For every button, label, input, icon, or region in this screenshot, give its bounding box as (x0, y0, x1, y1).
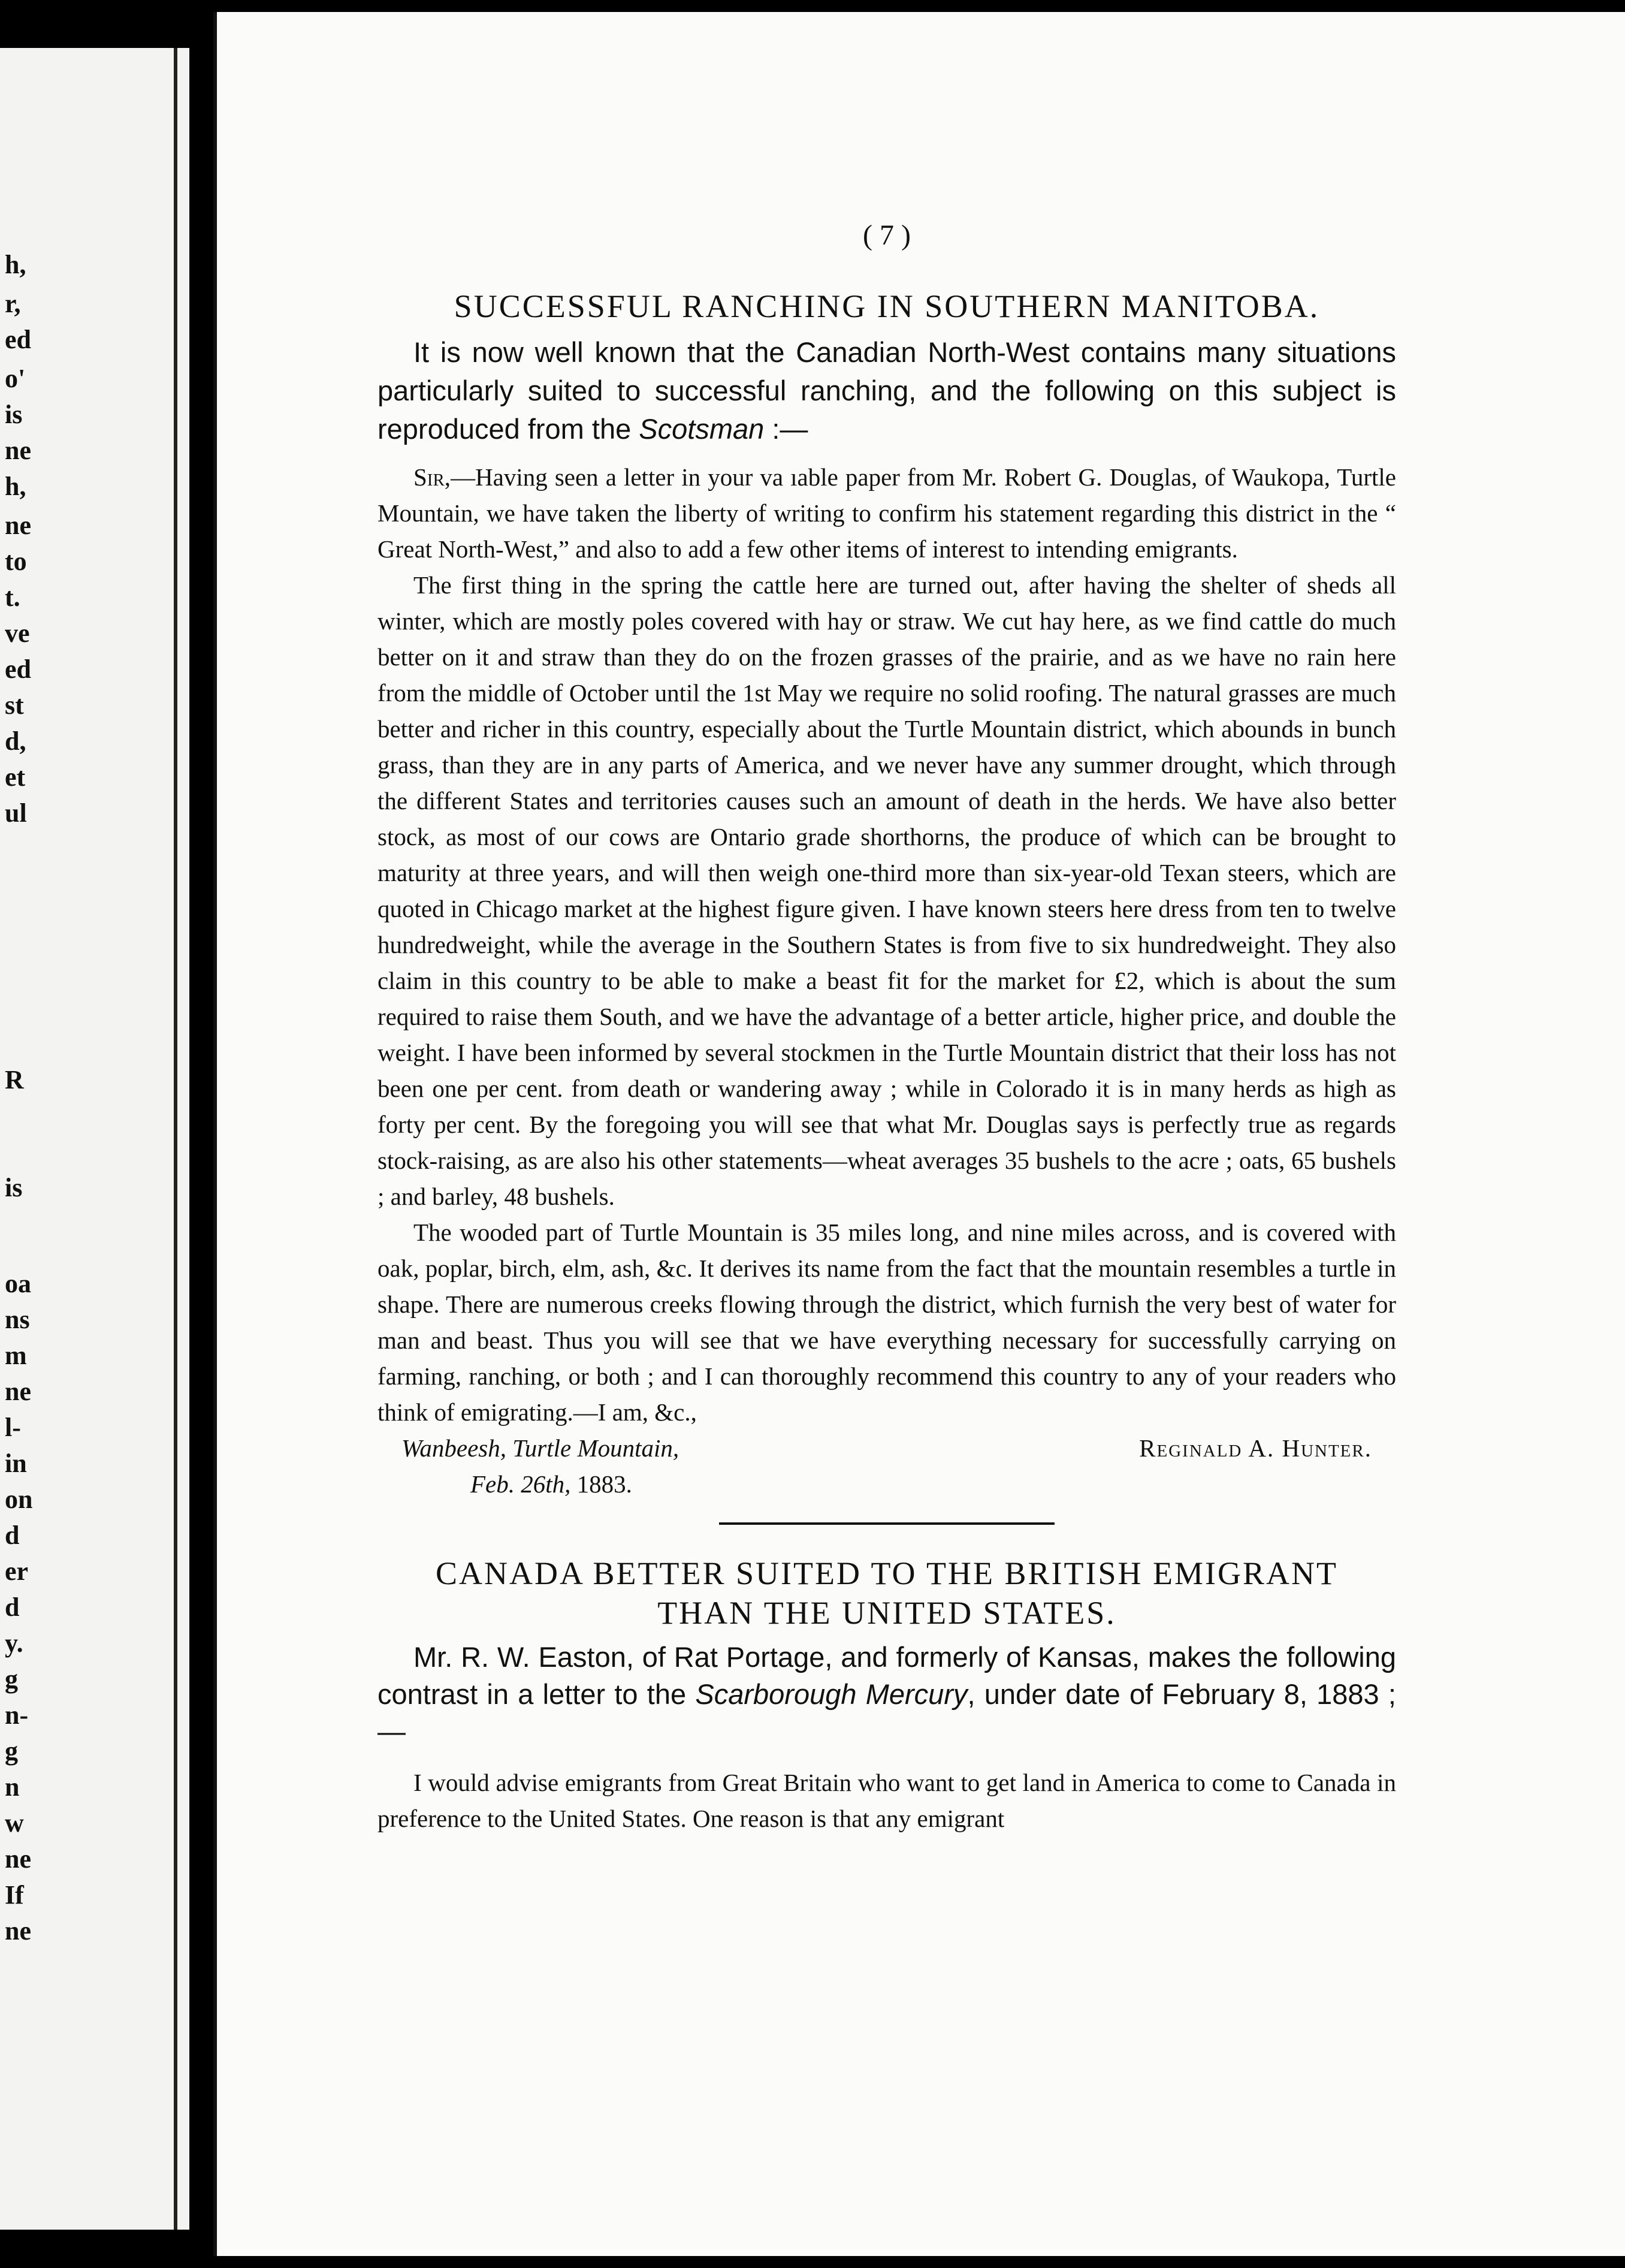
page-content (377, 219, 1396, 1836)
edge-text-fragment: If (5, 1880, 24, 1910)
letter-salutation: Sir, (413, 463, 451, 491)
intro-end: , under date of February 8, 1883 ;— (377, 1678, 1396, 1747)
article-intro (377, 1639, 1396, 1750)
edge-text-fragment: in (5, 1449, 27, 1478)
letter-paragraph-3: The wooded part of Turtle Mountain is 35 miles long, and nine miles across, and is covered with oak, poplar, birch, elm, ash, &c. It derives its name from the fact that the mountain resembles a turtle in shape. There are numerous creeks flowing through the district, which furnish the very best of water for man and beast. Thus you will see that we have everything necessary for successfully carrying on farming, ranching, or both ; and I can thoroughly recommend this country to any of your readers who think of emigrating.—I am, &c., (377, 1219, 1396, 1426)
edge-text-fragment: h, (5, 250, 26, 279)
source-name: Scarborough Mercury (695, 1678, 968, 1710)
edge-text-fragment: l- (5, 1413, 21, 1442)
letter-paragraph-2: The first thing in the spring the cattle here are turned out, after having the shelter of sheds all winter, which are mostly poles covered with hay or straw. We cut hay here, as we find cattle do much better on it and straw than they do on the frozen grasses of the prairie, and as we have no rain here from the middle of October until the 1st May we require no solid roofing. The natural grasses are much better and richer in this country, especially about the Turtle Mountain district, which abounds in bunch grass, than they are in any parts of America, and we never have any summer drought, which through the different States and territories causes such an amount of death in the herds. We have also better stock, as most of our cows are Ontario grade shorthorns, the produce of which can be brought to maturity at three years, and will then weigh one-third more than six-year-old Texan steers, which are quoted in Chicago market at the highest figure given. I have known steers here dress from ten to twelve hundredweight, while the average in the Southern States is from five to six hundredweight. They also claim in this country to be able to make a beast fit for the market for £2, which is about the sum required to raise them South, and we have the advantage of a better article, higher price, and double the weight. I have been informed by several stockmen in the Turtle Mountain district that their loss has not been one per cent. from death or wandering away ; while in Colorado it is in many herds as high as forty per cent. By the foregoing you will see that what Mr. Douglas says is perfectly true as regards stock-raising, as are also his other statements—wheat averages 35 bushels to the acre ; oats, 65 bushels ; and barley, 48 bushels. (377, 571, 1396, 1210)
edge-text-fragment: h, (5, 472, 26, 501)
binding-gutter (189, 48, 198, 2230)
edge-text-fragment: m (5, 1341, 27, 1370)
edge-text-fragment: oa (5, 1269, 31, 1298)
edge-text-fragment: y. (5, 1628, 23, 1658)
letter-date (470, 1470, 632, 1498)
intro-text: It is now well known that the Canadian North-West contains many situations particularly suited to successful ranching, and the following on this subject is reproduced from the (377, 336, 1396, 445)
edge-text-fragment: d (5, 1521, 20, 1550)
edge-text-fragment: ne (5, 511, 31, 540)
article-intro (377, 333, 1396, 448)
page-edge-line (213, 12, 217, 2256)
edge-text-fragment: is (5, 400, 23, 429)
letter-signoff (377, 1434, 1396, 1506)
edge-text-fragment: is (5, 1173, 23, 1202)
page (213, 12, 1625, 2256)
edge-text-fragment: ne (5, 1844, 31, 1874)
edge-text-fragment: d (5, 1593, 20, 1622)
date-month: Feb. 26th, (470, 1470, 571, 1498)
edge-text-fragment: ed (5, 325, 31, 354)
intro-end: :— (764, 413, 808, 445)
letter-signature: Reginald A. Hunter. (1139, 1434, 1372, 1462)
edge-text-fragment: g (5, 1664, 18, 1694)
binding-shadow (174, 48, 177, 2230)
edge-text-fragment: et (5, 762, 26, 792)
edge-text-fragment: ne (5, 1916, 31, 1946)
letter-paragraph-1 (377, 459, 1396, 567)
edge-text-fragment: w (5, 1808, 24, 1838)
edge-text-fragment: on (5, 1485, 33, 1514)
article-title (377, 1554, 1396, 1633)
paragraph-text: —Having seen a letter in your va ıable paper from Mr. Robert G. Douglas, of Waukopa, Turtle Mountain, we have taken the liberty of writing to confirm his statement regarding this district in the “ Great North-West,” and also to add a few other items of interest to intending emigrants. (377, 463, 1396, 563)
edge-text-fragment: ne (5, 1377, 31, 1406)
edge-text-fragment: R (5, 1065, 24, 1094)
edge-text-fragment: ve (5, 619, 30, 648)
letter-place: Wanbeesh, Turtle Mountain, (401, 1434, 679, 1462)
edge-text-fragment: to (5, 547, 27, 576)
edge-text-fragment: d, (5, 726, 26, 756)
edge-text-fragment: o' (5, 364, 26, 393)
edge-text-fragment: n- (5, 1700, 29, 1730)
date-year: 1883. (570, 1470, 632, 1498)
title-line-1: CANADA BETTER SUITED TO THE BRITISH EMIGRANT (436, 1555, 1338, 1591)
edge-text-fragment: n (5, 1772, 20, 1802)
page-number: ( 7 ) (863, 219, 911, 251)
edge-text-fragment: r, (5, 289, 21, 318)
edge-text-fragment: ns (5, 1305, 30, 1334)
letter-paragraph-1: I would advise emigrants from Great Britain who want to get land in America to come to Canada in preference to the United States. One reason is that any emigrant (377, 1769, 1396, 1832)
title-line-2: THAN THE UNITED STATES. (657, 1595, 1116, 1631)
edge-text-fragment: st (5, 690, 24, 720)
edge-text-fragment: ul (5, 798, 27, 828)
intro-text: Mr. R. W. Easton, of Rat Portage, and formerly of Kansas, makes the following contrast in a letter to the (377, 1641, 1396, 1710)
edge-text-fragment: ed (5, 655, 31, 684)
edge-text-fragment: ne (5, 436, 31, 465)
article-ranching (377, 288, 1396, 1506)
article-title: SUCCESSFUL RANCHING IN SOUTHERN MANITOBA. (454, 288, 1320, 324)
edge-text-fragment: g (5, 1736, 18, 1766)
section-divider (719, 1522, 1055, 1525)
source-name: Scotsman (639, 413, 765, 445)
edge-text-fragment: t. (5, 583, 20, 612)
article-canada-better (377, 1554, 1396, 1836)
edge-text-fragment: er (5, 1557, 29, 1586)
left-page-edge (0, 48, 198, 2230)
